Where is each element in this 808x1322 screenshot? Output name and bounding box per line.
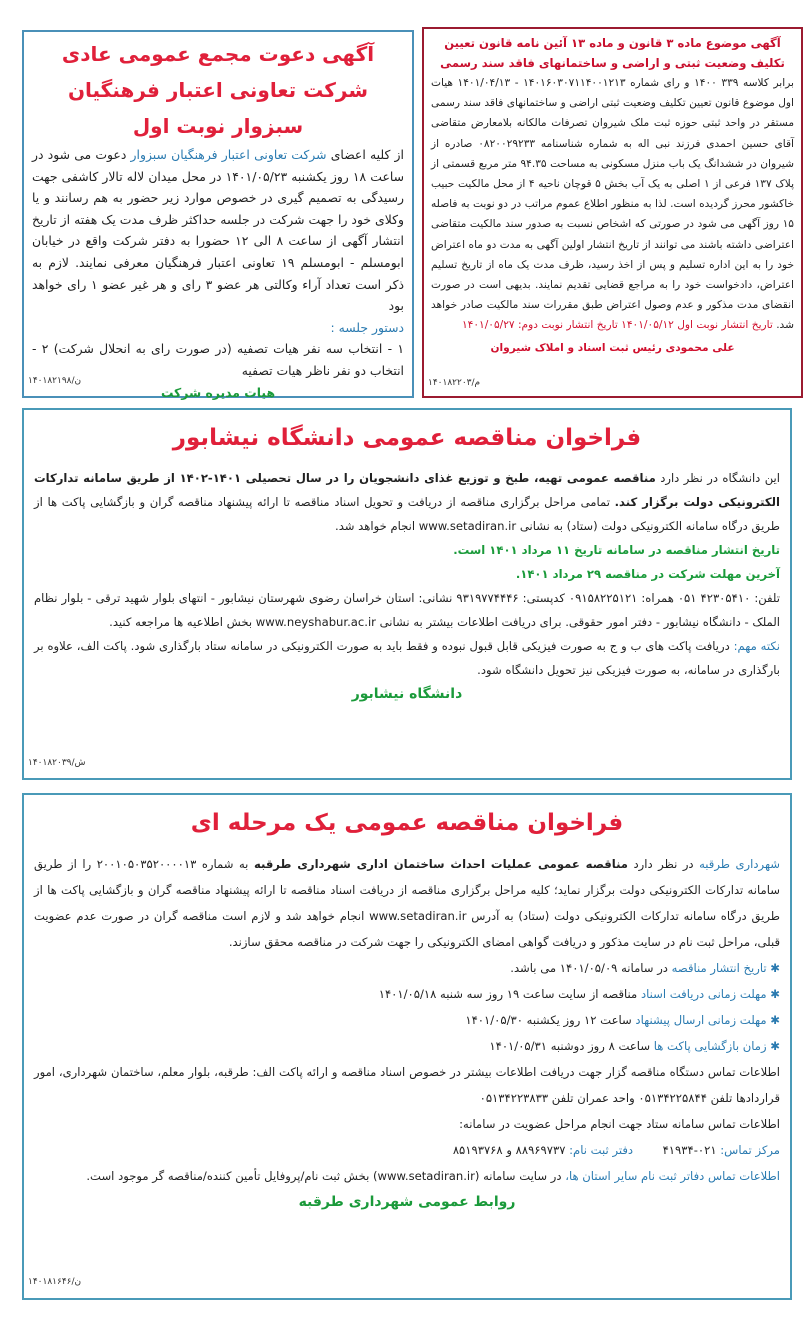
schedule-item: ✱ مهلت زمانی ارسال پیشنهاد ساعت ۱۲ روز یکشنبه ۱۴۰۱/۰۵/۳۰ bbox=[465, 1013, 780, 1027]
offices-info: اطلاعات تماس دفاتر ثبت نام سایر استان ها، در سایت سامانه (www.setadiran.ir) بخش ثبت نام/پروفایل تأمین کننده/مناقصه گر موجود است. bbox=[86, 1169, 780, 1183]
contact-info: تلفن: ۴۲۳۰۵۴۱۰ ۰۵۱ همراه: ۰۹۱۵۸۲۲۵۱۲۱ کدپستی: ۹۳۱۹۷۷۴۴۴۶ نشانی: استان خراسان رضوی شهرستان نیشابور - انتهای بلوار شهید ترقی - بلوار نظام الملک - دانشگاه نیشابور - دفتر امور حقوقی. برای دریافت اطلاعات بیشتر به نشانی www.neyshabur.ac.ir بخش اطلاعیه ها مراجعه کنید. bbox=[34, 591, 780, 629]
notice-body: برابر کلاسه ۳۳۹ ۱۴۰۰ و رای شماره ۱۴۰۱۶۰۳۰۷۱۱۴۰۰۱۲۱۳ - ۱۴۰۱/۰۴/۱۳ هیات اول موضوع قانون تعیین تکلیف وضعیت ثبتی اراضی و ساختمانهای فاقد سند رسمی مستقر در واحد ثبتی حوزه ثبت ملک شیروان تصرفات مالکانه بلامعارض متقاضی آقای حسین احمدی فرزند نبی اله به شماره شناسنامه ۰۸۲۰۰۲۹۲۳۳ صادره از شیروان در ششدانگ یک باب منزل مسکونی به مساحت ۹۴.۳۵ متر مربع قسمتی از پلاک ۱۳۷ فرعی از ۱ اصلی به یک آب بخش ۵ قوچان ناحیه ۴ از محل مالکیت حبیب خاکشور محرز گردیده است. لذا به منظور اطلاع عموم مراتب در دو نوبت به فاصله ۱۵ روز آگهی می شود در صورتی که اشخاص نسبت به صدور سند مالکیت متقاضی اعتراضی داشته باشند می توانند از تاریخ انتشار اولین آگهی به مدت دو ماه اعتراض خود را به این اداره تسلیم و پس از اخذ رسید، ظرف مدت یک ماه از تاریخ تسلیم اعتراض، دادخواست خود را به مراجع قضایی تقدیم نمایند. بدیهی است در صورت انقضای مدت مذکور و عدم وصول اعتراض طبق مقررات سند مالکیت صادر خواهد شد. تاریخ انتشار نوبت اول ۱۴۰۱/۰۵/۱۲ تاریخ انتشار نوبت دوم: ۱۴۰۱/۰۵/۲۷ bbox=[431, 77, 795, 332]
ad-code: ش/۱۴۰۱۸۲۰۳۹ bbox=[28, 758, 86, 768]
schedule-item: ✱ مهلت زمانی دریافت اسناد مناقصه از سایت ساعت ۱۹ روز سه شنبه ۱۴۰۱/۰۵/۱۸ bbox=[378, 987, 780, 1001]
ad-code: ن/۱۴۰۱۸۲۱۹۸ bbox=[28, 376, 82, 387]
notice-title: آگهی دعوت مجمع عمومی عادی شرکت تعاونی اعتبار فرهنگیان سبزوار نوبت اول bbox=[61, 42, 375, 138]
publish-date: تاریخ انتشار مناقصه در سامانه تاریخ ۱۱ مرداد ۱۴۰۱ است. bbox=[453, 543, 780, 557]
notice-body: از کلیه اعضای شرکت تعاونی اعتبار فرهنگیان سبزوار دعوت می شود در ساعت ۱۸ روز یکشنبه ۱۴۰۱/۰۵/۲۳ در محل میدان لاله تالار کاشفی جهت رسیدگی به تصمیم گیری در خصوص موارد زیر حضور به هم رسانند و یا وکلای خود را جهت شرکت در جلسه حداکثر ظرف مدت یک هفته از تاریخ انتشار آگهی از ساعت ۸ الی ۱۲ حضورا به دفتر شرکت واقع در خیابان ابومسلم - ابومسلم ۱۹ تعاونی اعتبار فرهنگیان معرفی نمایند. لازم به ذکر است تعداد آراء وکالتی هر عضو ۳ رای و هر غیر عضو ۱ رای خواهد بود bbox=[32, 147, 405, 314]
setad-info: اطلاعات تماس سامانه ستاد جهت انجام مراحل عضویت در سامانه: bbox=[459, 1117, 780, 1131]
bullet-icon: ✱ bbox=[770, 1013, 780, 1027]
deadline: آخرین مهلت شرکت در مناقصه ۲۹ مرداد ۱۴۰۱. bbox=[515, 567, 780, 581]
ad-code: ۱۴۰۱۸۲۲۰۳/م bbox=[428, 377, 481, 388]
notice-body: شهرداری طرقبه در نظر دارد مناقصه عمومی عملیات احداث ساختمان اداری شهرداری طرقبه به شماره ۲۰۰۱۰۵۰۳۵۲۰۰۰۰۱۳ را از طریق سامانه تدارکات الکترونیکی دولت برگزار نماید؛ کلیه مراحل برگزاری مناقصه از دریافت اسناد مناقصه تا ارائه پیشنهاد مناقصه گران و بازگشایی پاکت ها از طریق درگاه سامانه تدارکات الکترونیکی دولت (ستاد) به آدرس www.setadiran.ir انجام خواهد شد و لازم است مناقصه گران در صورت عدم عضویت قبلی، مراحل ثبت نام در سایت مذکور و دریافت گواهی امضای الکترونیکی را جهت شرکت در مناقصه محقق سازند. bbox=[34, 857, 780, 949]
coop-assembly-notice bbox=[22, 30, 414, 398]
notice-title: فراخوان مناقصه عمومی دانشگاه نیشابور bbox=[172, 425, 642, 451]
contact-info: اطلاعات تماس دستگاه مناقصه گزار جهت دریافت اطلاعات بیشتر در خصوص اسناد مناقصه و ارائه پاکت الف: طرقبه، بلوار معلم، ساختمان شهرداری، امور قراردادها تلفن ۰۵۱۳۴۲۲۵۸۴۴ واحد عمران تلفن ۰۵۱۳۴۲۲۳۸۳۳ bbox=[34, 1065, 780, 1105]
agenda: ۱ - انتخاب سه نفر هیات تصفیه (در صورت رای به انحلال شرکت) ۲ - انتخاب دو نفر ناظر هیات تصفیه bbox=[32, 341, 404, 378]
important-note: نکته مهم: دریافت پاکت های ب و ج به صورت فیزیکی قابل قبول نبوده و فقط باید به صورت الکترونیکی در سامانه ستاد بارگذاری شود. پاکت الف، علاوه بر بارگذاری در سامانه، به صورت فیزیکی نیز تحویل دانشگاه شود. bbox=[34, 639, 780, 677]
company-name: شرکت تعاونی اعتبار فرهنگیان سبزوار bbox=[130, 147, 327, 162]
publish-dates: تاریخ انتشار نوبت اول ۱۴۰۱/۰۵/۱۲ تاریخ انتشار نوبت دوم: ۱۴۰۱/۰۵/۲۷ bbox=[461, 319, 773, 332]
notice-title: فراخوان مناقصه عمومی یک مرحله ای bbox=[190, 810, 624, 836]
schedule-item: ✱ تاریخ انتشار مناقصه در سامانه ۱۴۰۱/۰۵/۰۹ می باشد. bbox=[510, 961, 780, 975]
bullet-icon: ✱ bbox=[770, 1039, 780, 1053]
notice-signature: علی محمودی رئیس ثبت اسناد و املاک شیروان bbox=[490, 341, 735, 354]
notice-title: آگهی موضوع ماده ۳ قانون و ماده ۱۳ آئین نامه قانون تعیین تکلیف وضعیت ثبتی و اراضی و ساختمانهای فاقد سند رسمی bbox=[440, 36, 785, 70]
agenda-title: دستور جلسه : bbox=[330, 319, 404, 335]
notice-signature: هیات مدیره شرکت bbox=[160, 384, 276, 400]
notice-signature: دانشگاه نیشابور bbox=[351, 686, 463, 702]
municipality-tender-notice bbox=[22, 793, 792, 1300]
bullet-icon: ✱ bbox=[770, 987, 780, 1001]
schedule-item: ✱ زمان بازگشایی پاکت ها ساعت ۸ روز دوشنبه ۱۴۰۱/۰۵/۳۱ bbox=[489, 1039, 780, 1053]
setad-phones: مرکز تماس: ۰۲۱-۴۱۹۳۴ دفتر ثبت نام: ۸۸۹۶۹۷۳۷ و ۸۵۱۹۳۷۶۸ bbox=[452, 1143, 780, 1157]
university-tender-notice bbox=[22, 408, 792, 780]
land-registry-notice bbox=[422, 27, 803, 398]
notice-signature: روابط عمومی شهرداری طرقبه bbox=[298, 1194, 516, 1210]
notice-body: این دانشگاه در نظر دارد مناقصه عمومی تهیه، طبخ و توزیع غذای دانشجویان را در سال تحصیلی ۱۴۰۱-۱۴۰۲ از طریق سامانه تدارکات الکترونیکی دولت برگزار کند. تمامی مراحل برگزاری مناقصه از دریافت و تحویل اسناد مناقصه تا ارائه پیشنهاد مناقصه گران و بازگشایی پاکت ها از طریق درگاه سامانه الکترونیکی دولت (ستاد) به نشانی www.setadiran.ir انجام خواهد شد. bbox=[34, 471, 780, 533]
ad-code: ن/۱۴۰۱۸۱۶۴۶ bbox=[28, 1277, 82, 1287]
bullet-icon: ✱ bbox=[770, 961, 780, 975]
